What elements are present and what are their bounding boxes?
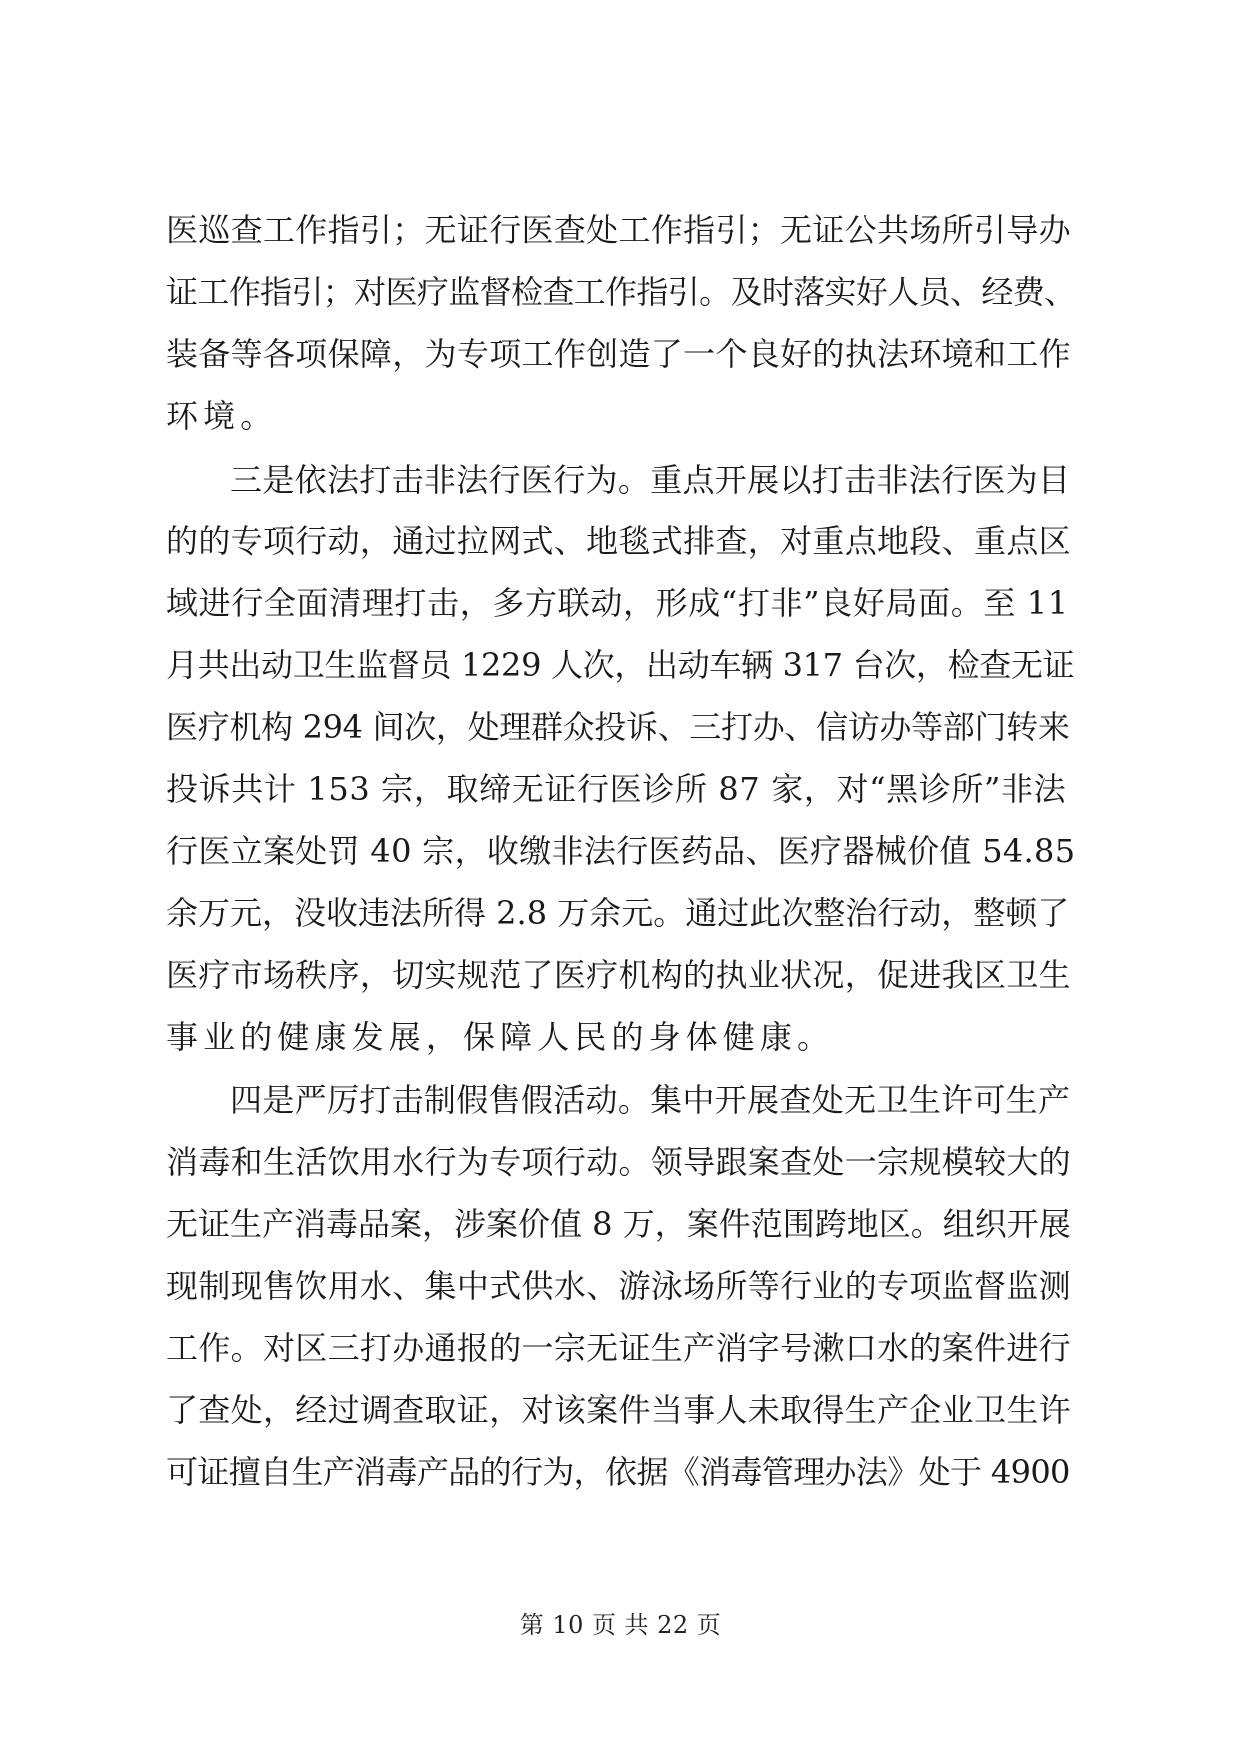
text-line: 行医立案处罚 40 宗，收缴非法行医药品、医疗器械价值 54.85	[166, 832, 1076, 870]
text-line: 投诉共计 153 宗，取缔无证行医诊所 87 家，对“黑诊所”非法	[166, 770, 1067, 808]
text-line: 月共出动卫生监督员 1229 人次，出动车辆 317 台次，检查无证	[166, 646, 1075, 684]
text-line: 无证生产消毒品案，涉案价值 8 万，案件范围跨地区。组织开展	[166, 1205, 1071, 1243]
text-line: 医疗市场秩序，切实规范了医疗机构的执业状况，促进我区卫生	[166, 956, 1071, 994]
text-line: 了查处，经过调查取证，对该案件当事人未取得生产企业卫生许	[166, 1391, 1071, 1429]
text-line: 事业的健康发展，保障人民的身体健康。	[166, 1018, 835, 1056]
text-line: 医巡查工作指引；无证行医查处工作指引；无证公共场所引导办	[166, 211, 1071, 249]
text-line: 的的专项行动，通过拉网式、地毯式排查，对重点地段、重点区	[166, 522, 1071, 560]
text-line: 医疗机构 294 间次，处理群众投诉、三打办、信访办等部门转来	[166, 708, 1070, 746]
page-number-footer: 第 10 页 共 22 页	[519, 1611, 722, 1639]
text-line: 装备等各项保障，为专项工作创造了一个良好的执法环境和工作	[166, 335, 1071, 373]
text-line: 消毒和生活饮用水行为专项行动。领导跟案查处一宗规模较大的	[166, 1143, 1071, 1181]
text-line: 三是依法打击非法行医行为。重点开展以打击非法行医为目	[230, 461, 1071, 499]
text-line: 证工作指引；对医疗监督检查工作指引。及时落实好人员、经费、	[166, 273, 1076, 311]
text-line: 工作。对区三打办通报的一宗无证生产消字号漱口水的案件进行	[166, 1329, 1071, 1367]
text-line: 环境。	[166, 397, 278, 435]
text-line: 域进行全面清理打击，多方联动，形成“打非”良好局面。至 11	[166, 584, 1069, 622]
text-line: 余万元，没收违法所得 2.8 万余元。通过此次整治行动，整顿了	[166, 894, 1070, 932]
text-line: 四是严厉打击制假售假活动。集中开展查处无卫生许可生产	[230, 1081, 1071, 1119]
text-line: 现制现售饮用水、集中式供水、游泳场所等行业的专项监督监测	[166, 1267, 1071, 1305]
text-line: 可证擅自生产消毒产品的行为，依据《消毒管理办法》处于 4900	[166, 1453, 1070, 1491]
